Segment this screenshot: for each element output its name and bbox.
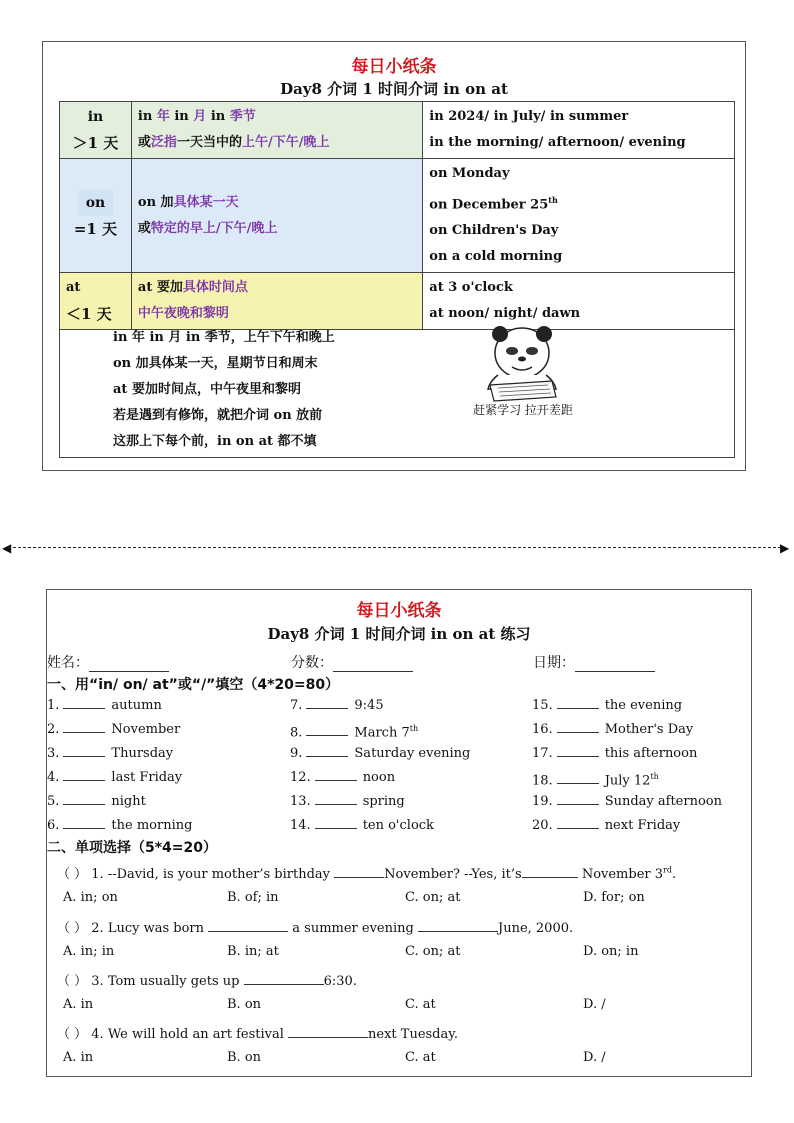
- rule-text: in: [137, 109, 157, 124]
- answer-blank[interactable]: [557, 719, 599, 733]
- item-text: last Friday: [111, 770, 183, 785]
- question-text: June, 2000.: [497, 921, 574, 936]
- rule-highlight: 上午/下午/晚上: [241, 135, 330, 150]
- item-text: 9:45: [354, 698, 384, 713]
- card-title: 每日小纸条: [351, 57, 437, 77]
- ordinal-suffix: th: [650, 772, 659, 781]
- option-c[interactable]: C. on; at: [405, 944, 461, 959]
- keyword-in-range: ＞1 天: [72, 134, 119, 152]
- rule-highlight: 特定的早上/下午/晚上: [150, 220, 278, 236]
- keyword-on-range: =1 天: [73, 219, 118, 238]
- item-text: noon: [362, 770, 396, 785]
- answer-blank[interactable]: [63, 767, 105, 781]
- option-d[interactable]: D. /: [583, 1050, 606, 1065]
- fill-in-item: [290, 767, 395, 788]
- question-4: [57, 1023, 458, 1042]
- panda-meme-image: [460, 325, 586, 421]
- answer-blank[interactable]: [557, 743, 599, 757]
- item-number: 3.: [47, 746, 60, 761]
- question-text: 3. Tom usually gets up: [91, 974, 244, 989]
- item-number: 5.: [47, 794, 60, 809]
- option-a[interactable]: A. in; on: [63, 890, 118, 905]
- answer-blank[interactable]: [63, 743, 105, 757]
- question-1: [57, 863, 676, 882]
- option-c[interactable]: C. at: [405, 1050, 436, 1065]
- item-number: 4.: [47, 770, 60, 785]
- fill-in-item: [532, 791, 722, 812]
- answer-blank[interactable]: [557, 770, 599, 784]
- answer-blank[interactable]: [63, 815, 105, 829]
- name-field[interactable]: [47, 652, 169, 672]
- item-text: spring: [362, 794, 405, 809]
- ordinal-suffix: rd: [663, 865, 672, 875]
- answer-blank[interactable]: [522, 864, 578, 878]
- name-label: 姓名：: [47, 655, 89, 671]
- answer-blank[interactable]: [244, 971, 324, 985]
- score-blank[interactable]: [333, 658, 413, 672]
- question-text: a summer evening: [288, 921, 418, 936]
- fill-in-item: [532, 815, 680, 836]
- question-text: 4. We will hold an art festival: [91, 1027, 289, 1042]
- fill-in-item: [290, 695, 384, 716]
- rule-highlight: 具体时间点: [182, 280, 248, 296]
- date-blank[interactable]: [575, 658, 655, 672]
- fill-in-item: [47, 743, 173, 764]
- rule-highlight: 季节: [229, 109, 256, 124]
- ordinal-suffix: th: [409, 724, 419, 733]
- answer-blank[interactable]: [63, 791, 105, 805]
- exercise-card: [46, 589, 752, 1077]
- question-text: 2. Lucy was born: [91, 921, 209, 936]
- rule-text: 一天当中的: [176, 135, 242, 150]
- arrow-left-icon: ◀: [2, 541, 12, 555]
- poem-line: 若是遇到有修饰，就把介词 on 放前: [113, 408, 323, 423]
- item-text: the evening: [604, 698, 683, 713]
- card-title: 每日小纸条: [356, 601, 442, 621]
- rule-highlight: 中午夜晚和黎明: [137, 306, 229, 322]
- item-number: 14.: [290, 818, 311, 833]
- question-text: .: [671, 867, 677, 882]
- fill-in-item: [532, 743, 697, 764]
- rule-highlight: 具体某一天: [173, 194, 239, 210]
- question-text: 1. --David, is your mother’s birthday: [91, 867, 335, 882]
- rule-highlight: 月: [193, 109, 207, 124]
- answer-blank[interactable]: [557, 815, 599, 829]
- option-b[interactable]: B. in; at: [227, 944, 279, 959]
- fill-in-item: [532, 695, 682, 716]
- keyword-at: at: [66, 280, 81, 296]
- rule-text: on 加: [137, 194, 174, 210]
- rule-highlight: 泛指: [150, 135, 177, 150]
- rule-cell-in: [131, 102, 422, 159]
- item-number: 15.: [532, 698, 553, 713]
- question-2: [57, 917, 573, 936]
- answer-paren[interactable]: （ ）: [57, 921, 88, 936]
- item-number: 16.: [532, 722, 553, 737]
- keyword-at-range: ＜1 天: [66, 305, 112, 324]
- fill-in-item: [47, 719, 180, 740]
- answer-blank[interactable]: [288, 1024, 368, 1038]
- keyword-cell-at: [60, 273, 132, 330]
- item-number: 13.: [290, 794, 311, 809]
- answer-blank[interactable]: [315, 815, 357, 829]
- question-text: next Tuesday.: [368, 1027, 458, 1042]
- answer-blank[interactable]: [306, 743, 348, 757]
- item-text: Saturday evening: [354, 746, 471, 761]
- rule-text: 或: [137, 135, 151, 150]
- item-text: Sunday afternoon: [604, 794, 722, 809]
- item-number: 2.: [47, 722, 60, 737]
- option-a[interactable]: A. in: [63, 997, 94, 1012]
- section-fill-in-title: 一、用“in/ on/ at”或“/”填空（4*20=80）: [47, 677, 340, 693]
- answer-paren[interactable]: （ ）: [57, 867, 88, 882]
- answer-blank[interactable]: [306, 722, 348, 736]
- item-text: night: [111, 794, 146, 809]
- answer-blank[interactable]: [418, 918, 498, 932]
- examples-cell-at: [423, 273, 735, 330]
- rules-card: [42, 41, 746, 471]
- item-number: 12.: [290, 770, 311, 785]
- panda-caption: 赶紧学习 拉开差距: [473, 403, 573, 417]
- option-b[interactable]: B. on: [227, 1050, 262, 1065]
- section-choice-title: 二、单项选择（5*4=20）: [47, 840, 218, 856]
- card-subtitle: Day8 介词 1 时间介词 in on at: [280, 80, 508, 98]
- answer-blank[interactable]: [306, 695, 348, 709]
- question-text: November 3: [577, 867, 664, 882]
- example-line: at noon/ night/ dawn: [429, 306, 581, 322]
- answer-blank[interactable]: [315, 767, 357, 781]
- rule-text: in: [169, 109, 194, 124]
- example-line: on a cold morning: [429, 249, 563, 265]
- name-blank[interactable]: [89, 658, 169, 672]
- example-line: on Monday: [429, 166, 510, 181]
- examples-cell-on: [423, 159, 735, 273]
- example-line: in the morning/ afternoon/ evening: [429, 135, 686, 150]
- answer-blank[interactable]: [208, 918, 288, 932]
- item-text: Mother's Day: [604, 722, 694, 737]
- item-text: ten o'clock: [362, 818, 434, 833]
- keyword-cell-in: [60, 102, 132, 159]
- option-d[interactable]: D. for; on: [583, 890, 645, 905]
- item-text: November: [111, 722, 181, 737]
- rule-cell-at: [131, 273, 422, 330]
- item-number: 9.: [290, 746, 303, 761]
- poem-line: in 年 in 月 in 季节，上午下午和晚上: [113, 330, 335, 345]
- poem-line: on 加具体某一天，星期节日和周末: [113, 356, 318, 371]
- item-text: autumn: [111, 698, 162, 713]
- fill-in-item: [290, 743, 470, 764]
- answer-blank[interactable]: [557, 791, 599, 805]
- keyword-on: on: [78, 190, 114, 216]
- item-number: 19.: [532, 794, 553, 809]
- card-subtitle: Day8 介词 1 时间介词 in on at 练习: [267, 625, 531, 643]
- item-number: 18.: [532, 773, 553, 789]
- option-b[interactable]: B. of; in: [227, 890, 279, 905]
- fill-in-item: [532, 719, 693, 740]
- date-field[interactable]: [533, 652, 655, 672]
- item-number: 1.: [47, 698, 60, 713]
- fill-in-item: [47, 767, 182, 788]
- mnemonic-poem: [113, 325, 335, 455]
- fill-in-item: [47, 815, 192, 836]
- answer-blank[interactable]: [315, 791, 357, 805]
- examples-cell-in: [423, 102, 735, 159]
- question-text: 6:30.: [323, 974, 357, 989]
- poem-line: 这那上下每个前，in on at 都不填: [113, 434, 317, 449]
- cut-line: [8, 547, 786, 548]
- answer-blank[interactable]: [557, 695, 599, 709]
- example-line: in 2024/ in July/ in summer: [429, 109, 629, 124]
- rule-row-in: [60, 102, 735, 159]
- item-number: 7.: [290, 698, 303, 713]
- fill-in-item: [47, 791, 146, 812]
- rule-text: at 要加: [137, 280, 183, 296]
- fill-in-item: [290, 791, 405, 812]
- item-text: July 12: [604, 773, 651, 789]
- item-text: Thursday: [111, 746, 174, 761]
- rule-row-at: [60, 273, 735, 330]
- rule-text: in: [206, 109, 230, 124]
- rule-text: 或: [137, 220, 151, 236]
- fill-in-item: [47, 695, 162, 716]
- ordinal-suffix: th: [548, 195, 558, 205]
- fill-in-item: [532, 767, 659, 791]
- question-3: [57, 970, 357, 989]
- option-a[interactable]: A. in; in: [63, 944, 115, 959]
- example-line: at 3 o'clock: [429, 280, 513, 296]
- item-number: 8.: [290, 725, 303, 741]
- score-label: 分数：: [291, 655, 333, 671]
- fill-in-item: [290, 719, 418, 743]
- item-text: this afternoon: [604, 746, 698, 761]
- score-field[interactable]: [291, 652, 413, 672]
- item-text: March 7: [354, 725, 410, 741]
- rule-highlight: 年: [156, 109, 170, 124]
- answer-blank[interactable]: [63, 719, 105, 733]
- item-text: next Friday: [604, 818, 681, 833]
- item-number: 20.: [532, 818, 553, 833]
- option-c[interactable]: C. on; at: [405, 890, 461, 905]
- example-line: on December 25: [429, 197, 549, 213]
- date-label: 日期：: [533, 655, 575, 671]
- option-b[interactable]: B. on: [227, 997, 262, 1012]
- option-d[interactable]: D. /: [583, 997, 606, 1012]
- fill-in-item: [290, 815, 434, 836]
- item-text: the morning: [111, 818, 193, 833]
- keyword-cell-on: [60, 159, 132, 273]
- keyword-in: in: [87, 109, 104, 125]
- answer-blank[interactable]: [63, 695, 105, 709]
- item-number: 17.: [532, 746, 553, 761]
- rule-cell-on: [131, 159, 422, 273]
- answer-paren[interactable]: （ ）: [57, 1027, 88, 1042]
- option-a[interactable]: A. in: [63, 1050, 94, 1065]
- answer-blank[interactable]: [334, 864, 384, 878]
- arrow-right-icon: ▶: [780, 541, 790, 555]
- item-number: 6.: [47, 818, 60, 833]
- poem-line: at 要加时间点，中午夜里和黎明: [113, 382, 301, 397]
- example-line: on Children's Day: [429, 223, 559, 239]
- question-text: November? --Yes, it’s: [384, 867, 522, 882]
- answer-paren[interactable]: （ ）: [57, 974, 88, 989]
- option-d[interactable]: D. on; in: [583, 944, 639, 959]
- rule-row-on: [60, 159, 735, 273]
- option-c[interactable]: C. at: [405, 997, 436, 1012]
